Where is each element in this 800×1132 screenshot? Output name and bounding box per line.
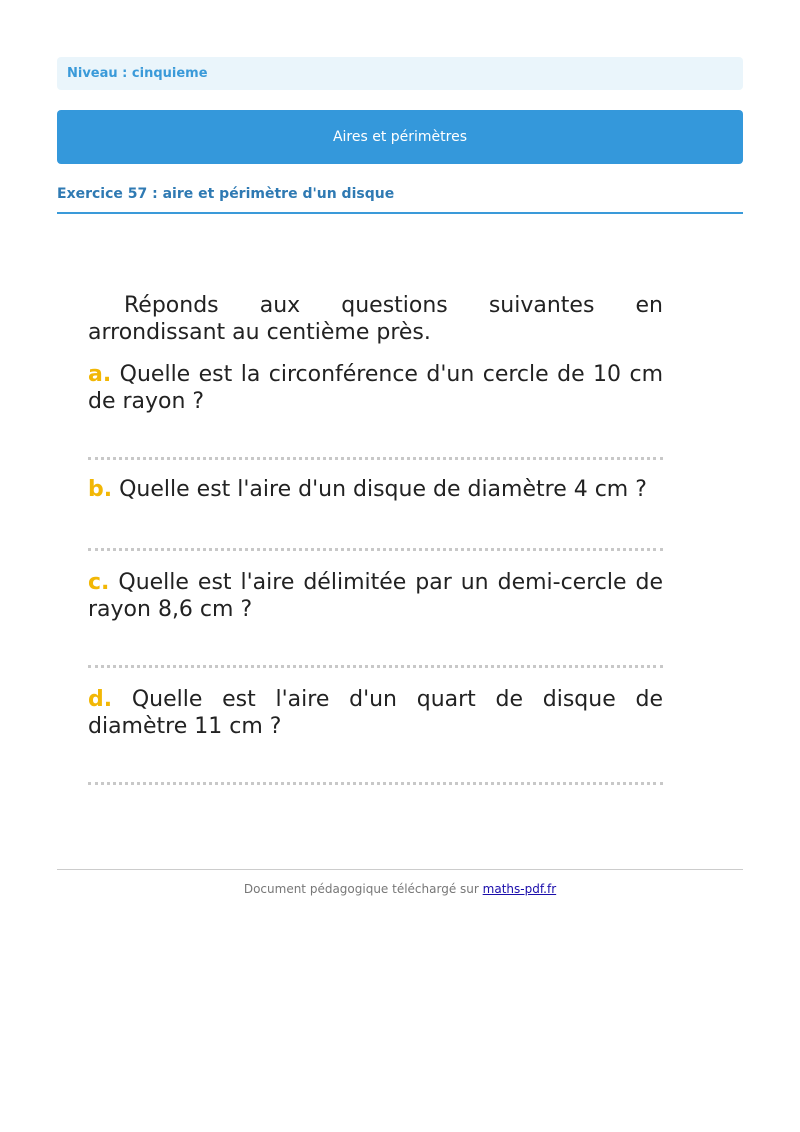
- exercise-content: [88, 292, 663, 785]
- answer-line-a: [88, 449, 663, 460]
- exercise-title: Exercice 57 : aire et périmètre d'un disque: [57, 186, 395, 202]
- question-c: [88, 569, 663, 623]
- question-letter: d.: [88, 687, 113, 712]
- question-d: [88, 686, 663, 740]
- level-box: [57, 57, 743, 90]
- question-letter: b.: [88, 477, 113, 502]
- topic-banner: [57, 110, 743, 164]
- footer: [57, 882, 743, 896]
- answer-line-c: [88, 657, 663, 668]
- level-label: Niveau : cinquieme: [67, 66, 208, 81]
- question-letter: c.: [88, 570, 110, 595]
- exercise-intro: Réponds aux questions suivantes en arrondissant au centième près.: [88, 293, 663, 345]
- question-b: [88, 476, 663, 503]
- question-text: Quelle est l'aire délimitée par un demi-cercle de rayon 8,6 cm ?: [88, 570, 663, 622]
- footer-link[interactable]: maths-pdf.fr: [482, 882, 557, 896]
- exercise-divider: [57, 212, 743, 214]
- answer-line-b: [88, 540, 663, 551]
- question-a: [88, 361, 663, 415]
- question-letter: a.: [88, 362, 112, 387]
- footer-divider: [57, 869, 743, 870]
- answer-line-d: [88, 774, 663, 785]
- question-text: Quelle est l'aire d'un disque de diamètre 4 cm ?: [119, 477, 647, 502]
- question-text: Quelle est la circonférence d'un cercle de 10 cm de rayon ?: [88, 362, 664, 414]
- topic-title: Aires et périmètres: [332, 129, 468, 145]
- question-text: Quelle est l'aire d'un quart de disque de diamètre 11 cm ?: [88, 687, 663, 739]
- footer-text: Document pédagogique téléchargé sur: [243, 882, 479, 896]
